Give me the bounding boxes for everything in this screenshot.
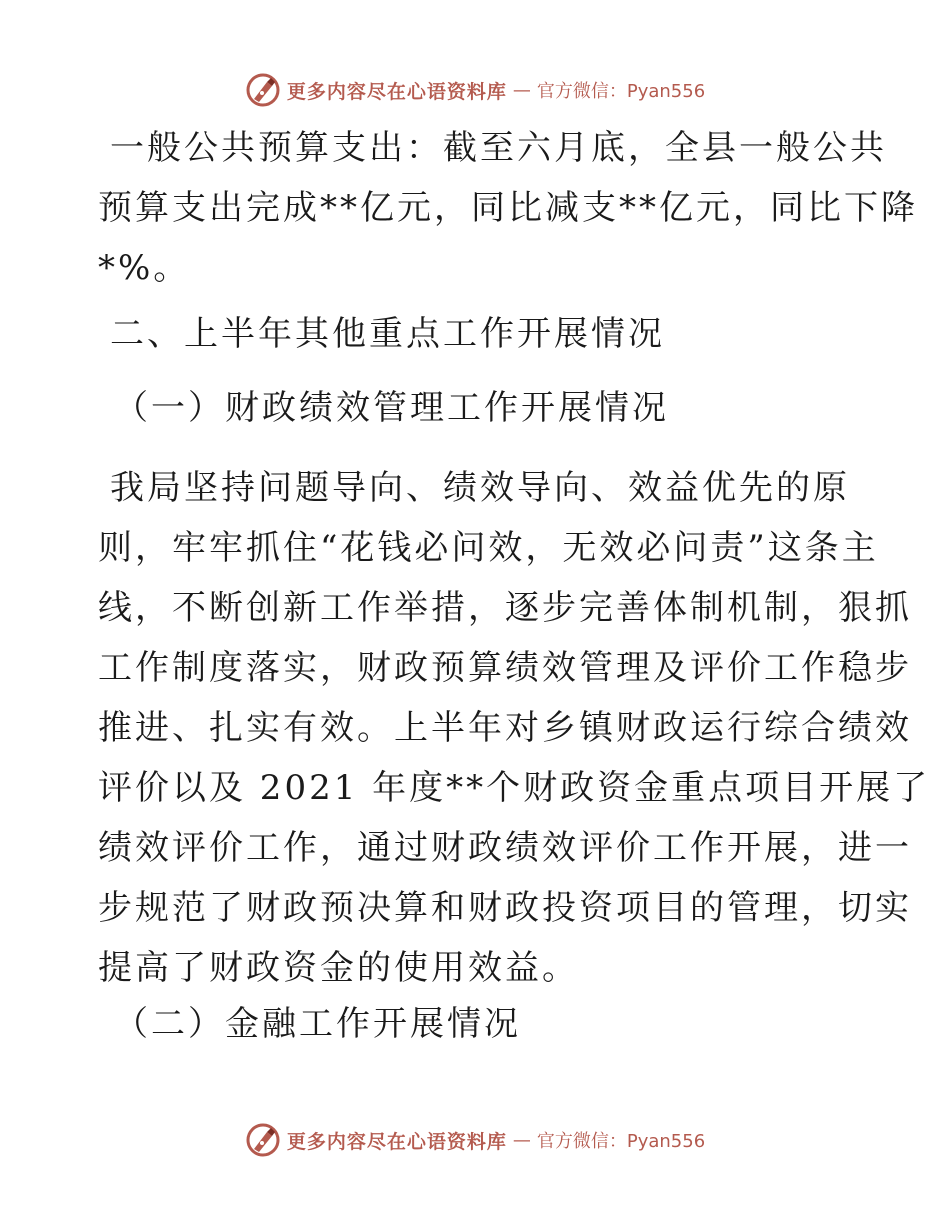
text-line: 则，牢牢抓住“花钱必问效，无效必问责”这条主: [98, 528, 879, 568]
watermark-contact: 官方微信：Pyan556: [536, 1131, 706, 1152]
performance-management-paragraph: [98, 458, 931, 998]
text-line: 工作制度落实，财政预算绩效管理及评价工作稳步: [98, 648, 912, 688]
text-line: 步规范了财政预决算和财政投资项目的管理，切实: [98, 888, 912, 928]
text-line: 提高了财政资金的使用效益。: [98, 948, 579, 988]
text-line: *%。: [98, 248, 191, 288]
text-line: 线，不断创新工作举措，逐步完善体制机制，狠抓: [98, 588, 912, 628]
watermark-separator: —: [512, 1129, 531, 1151]
watermark-brand: 更多内容尽在心语资料库: [286, 80, 507, 103]
subheading-finance-work: （二）金融工作开展情况: [114, 1004, 521, 1044]
text-line: 一般公共预算支出：截至六月底，全县一般公共: [110, 128, 887, 168]
text-line: 评价以及 2021 年度**个财政资金重点项目开展了: [98, 768, 931, 808]
text-line: 绩效评价工作，通过财政绩效评价工作开展，进一: [98, 828, 912, 868]
watermark-contact: 官方微信：Pyan556: [536, 81, 706, 102]
budget-expenditure-paragraph: [98, 118, 918, 298]
watermark-separator: —: [512, 79, 531, 101]
section-heading: 二、上半年其他重点工作开展情况: [110, 314, 665, 354]
subheading-performance-management: （一）财政绩效管理工作开展情况: [114, 388, 669, 428]
text-line: 推进、扎实有效。上半年对乡镇财政运行综合绩效: [98, 708, 912, 748]
pen-nib-icon: [245, 1122, 281, 1158]
watermark-brand: 更多内容尽在心语资料库: [286, 1130, 507, 1153]
footer-watermark[interactable]: [0, 1120, 950, 1160]
pen-nib-icon: [245, 72, 281, 108]
text-line: 预算支出完成**亿元，同比减支**亿元，同比下降: [98, 188, 918, 228]
text-line: 我局坚持问题导向、绩效导向、效益优先的原: [110, 468, 850, 508]
header-watermark[interactable]: [0, 70, 950, 110]
